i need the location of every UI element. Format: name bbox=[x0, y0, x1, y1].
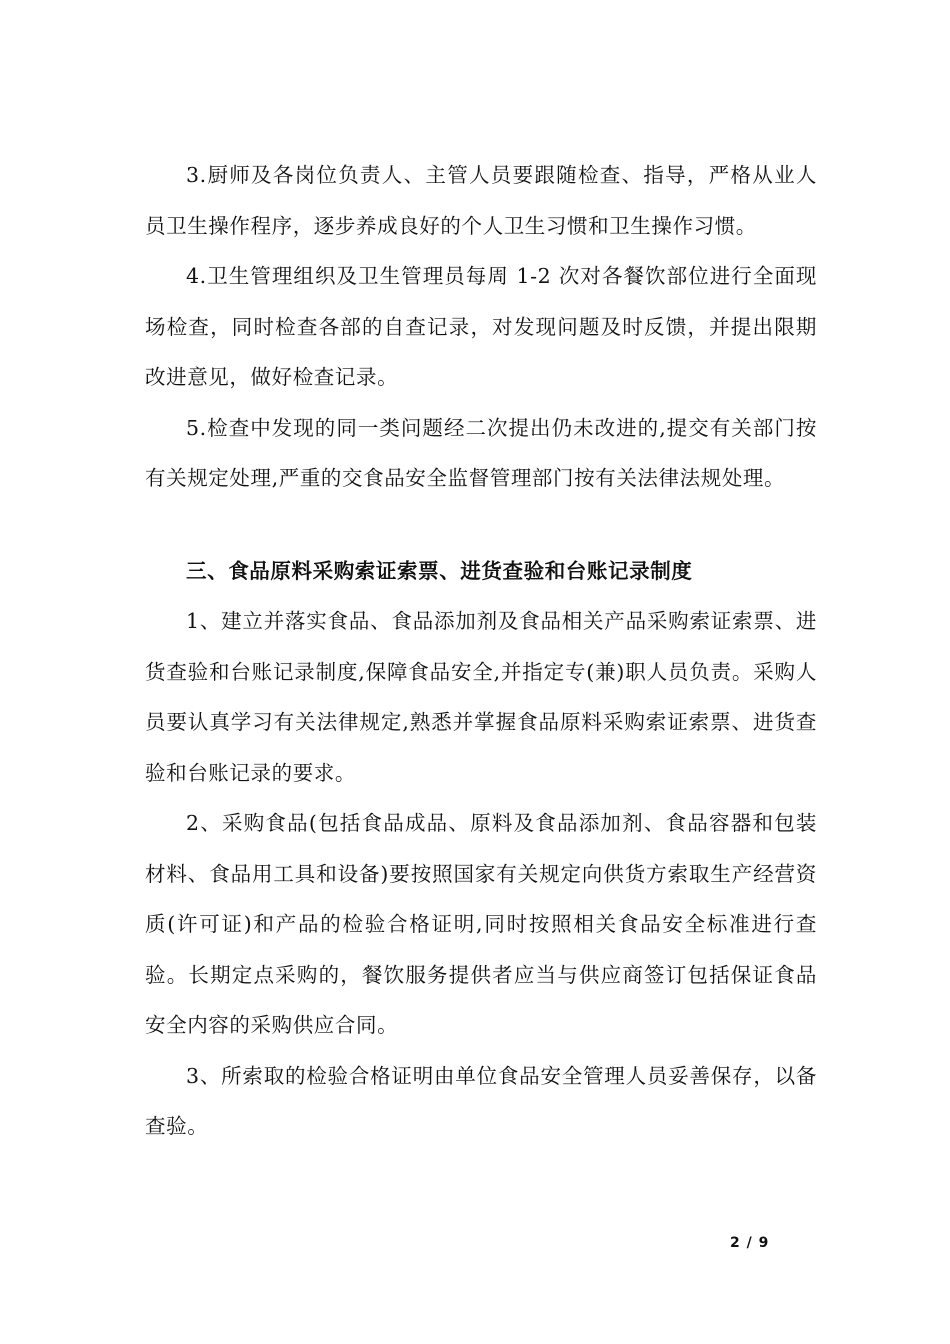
section-paragraph-3: 3、所索取的检验合格证明由单位食品安全管理人员妥善保存，以备查验。 bbox=[145, 1063, 817, 1138]
section-heading: 三、食品原料采购索证索票、进货查验和台账记录制度 bbox=[186, 558, 693, 583]
paragraph-item-5: 5.检查中发现的同一类问题经二次提出仍未改进的,提交有关部门按有关规定处理,严重的交食品安全监督管理部门按有关法律法规处理。 bbox=[145, 415, 817, 490]
page-content bbox=[145, 150, 817, 1152]
paragraph-item-3: 3.厨师及各岗位负责人、主管人员要跟随检查、指导，严格从业人员卫生操作程序，逐步养成良好的个人卫生习惯和卫生操作习惯。 bbox=[145, 163, 817, 238]
section-paragraph-1: 1、建立并落实食品、食品添加剂及食品相关产品采购索证索票、进货查验和台账记录制度,保障食品安全,并指定专(兼)职人员负责。采购人员要认真学习有关法律规定,熟悉并掌握食品原料采购索证索票、进货查验和台账记录的要求。 bbox=[145, 609, 817, 785]
paragraph-item-4: 4.卫生管理组织及卫生管理员每周 1-2 次对各餐饮部位进行全面现场检查，同时检查各部的自查记录，对发现问题及时反馈，并提出限期改进意见，做好检查记录。 bbox=[145, 264, 817, 389]
section-paragraph-2: 2、采购食品(包括食品成品、原料及食品添加剂、食品容器和包装材料、食品用工具和设备)要按照国家有关规定向供货方索取生产经营资质(许可证)和产品的检验合格证明,同时按照相关食品安全标准进行查验。长期定点采购的，餐饮服务提供者应当与供应商签订包括保证食品安全内容的采购供应合同。 bbox=[145, 811, 817, 1037]
page-number: 2 / 9 bbox=[730, 1235, 770, 1251]
